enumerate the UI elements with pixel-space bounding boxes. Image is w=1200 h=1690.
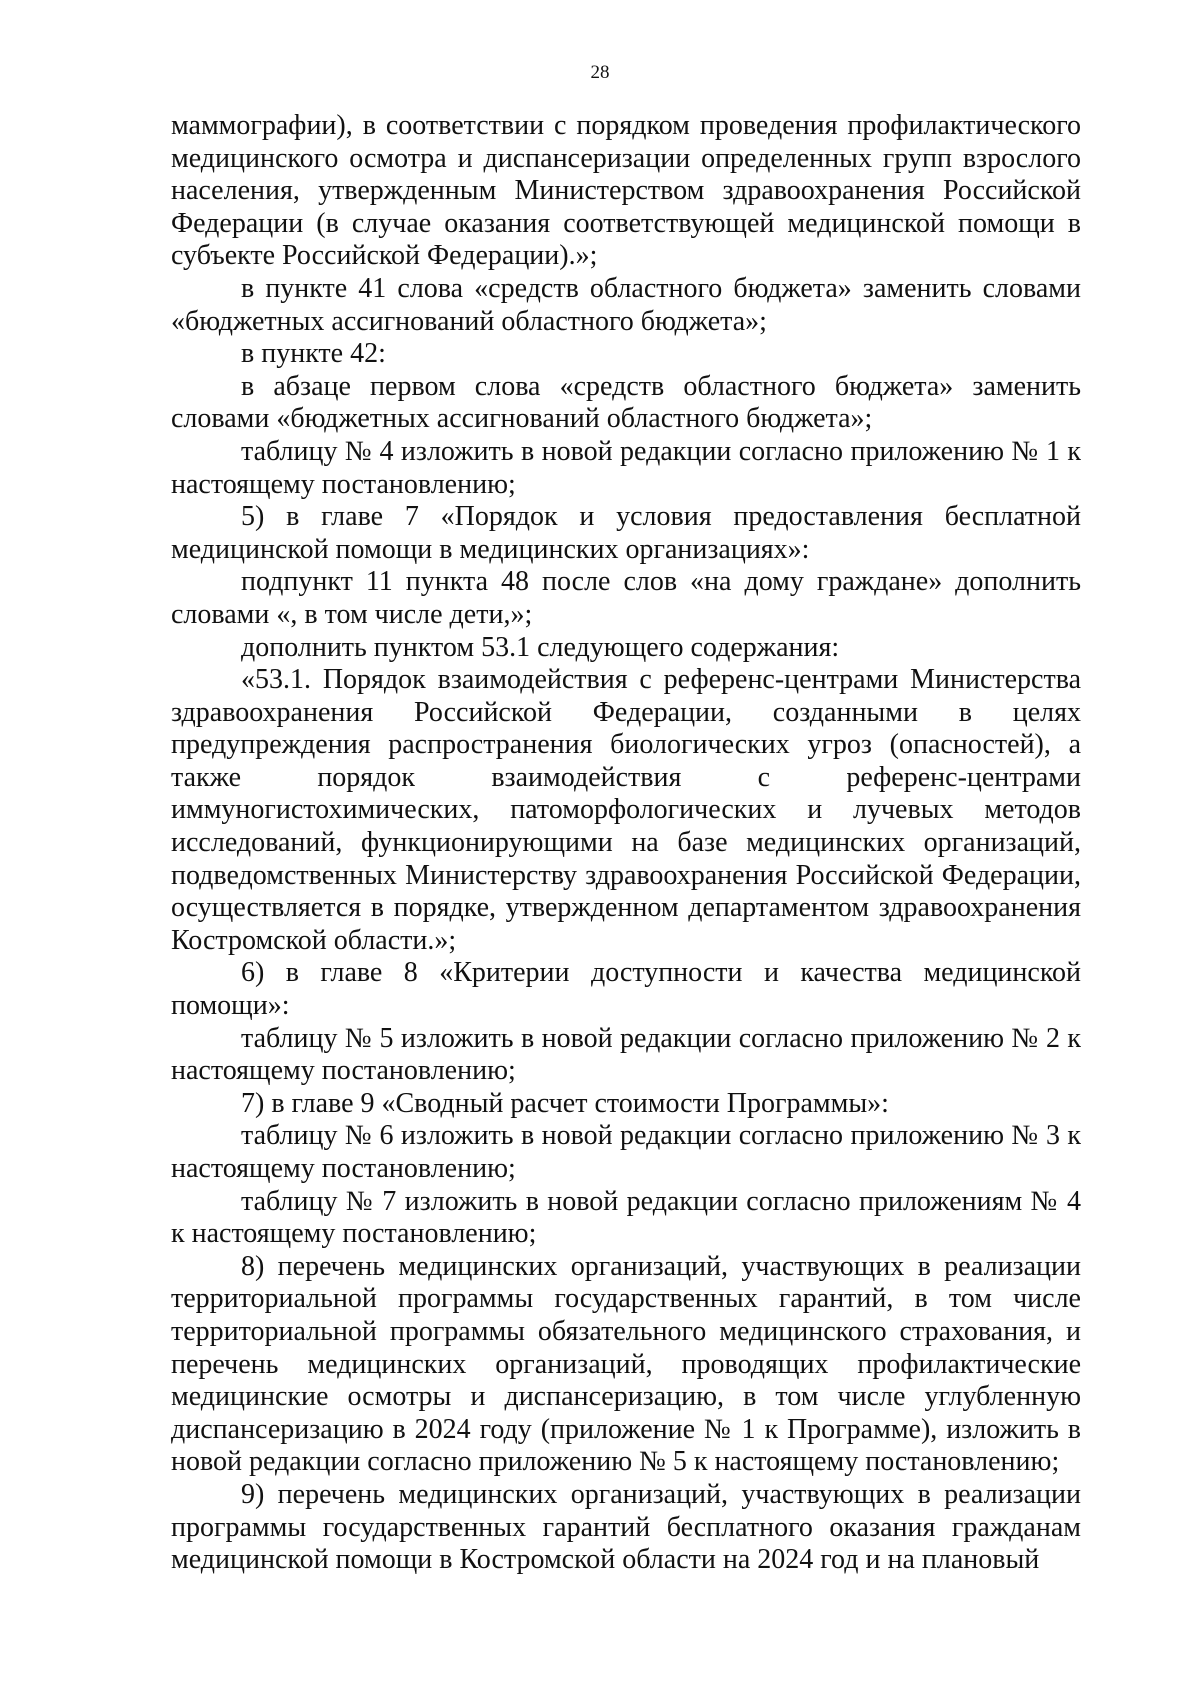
paragraph: в пункте 41 слова «средств областного бюджета» заменить словами «бюджетных ассигнований областного бюджета»; <box>171 272 1081 337</box>
paragraph: дополнить пунктом 53.1 следующего содержания: <box>241 631 840 663</box>
page-number: 28 <box>590 62 610 83</box>
paragraph: таблицу № 4 изложить в новой редакции согласно приложению № 1 к настоящему постановлению; <box>171 435 1081 500</box>
paragraph: подпункт 11 пункта 48 после слов «на дому граждане» дополнить словами «, в том числе дети,»; <box>171 566 1081 630</box>
paragraph: таблицу № 7 изложить в новой редакции согласно приложениям № 4 к настоящему постановлению; <box>171 1185 1081 1250</box>
paragraph: 8) перечень медицинских организаций, участвующих в реализации территориальной программы государственных гарантий, в том числе территориальной программы обязательного медицинского страхования, и перечень медицинских организаций, проводящих профилактические медицинские осмотры и диспансеризацию, в том числе углубленную диспансеризацию в 2024 году (приложение № 1 к Программе), изложить в новой редакции согласно приложению № 5 к настоящему постановлению; <box>171 1250 1081 1478</box>
paragraph: таблицу № 5 изложить в новой редакции согласно приложению № 2 к настоящему постановлению; <box>171 1022 1081 1087</box>
paragraph: в пункте 42: <box>241 338 386 370</box>
paragraph: 6) в главе 8 «Критерии доступности и качества медицинской помощи»: <box>171 957 1081 1022</box>
paragraph: 5) в главе 7 «Порядок и условия предоставления бесплатной медицинской помощи в медицинских организациях»: <box>171 501 1081 565</box>
paragraph: в абзаце первом слова «средств областного бюджета» заменить словами «бюджетных ассигнований областного бюджета»; <box>171 370 1081 435</box>
quoted-paragraph: «53.1. Порядок взаимодействия с референс-центрами Министерства здравоохранения Российской Федерации, созданными в целях предупреждения распространения биологических угроз (опасностей), а также порядок взаимодействия с референс-центрами иммуногистохимических, патоморфологических и лучевых методов исследований, функционирующими на базе медицинских организаций, подведомственных Министерству здравоохранения Российской Федерации, осуществляется в порядке, утвержденном департаментом здравоохранения Костромской области.»; <box>171 664 1081 956</box>
paragraph: таблицу № 6 изложить в новой редакции согласно приложению № 3 к настоящему постановлению; <box>171 1120 1081 1184</box>
document-body <box>171 110 1081 1577</box>
paragraph: 7) в главе 9 «Сводный расчет стоимости Программы»: <box>241 1087 889 1119</box>
paragraph: 9) перечень медицинских организаций, участвующих в реализации программы государственных гарантий бесплатного оказания гражданам медицинской помощи в Костромской области на 2024 год и на плановый <box>171 1478 1081 1576</box>
paragraph: маммографии), в соответствии с порядком проведения профилактического медицинского осмотра и диспансеризации определенных групп взрослого населения, утвержденным Министерством здравоохранения Российской Федерации (в случае оказания соответствующей медицинской помощи в субъекте Российской Федерации).»; <box>171 110 1081 272</box>
